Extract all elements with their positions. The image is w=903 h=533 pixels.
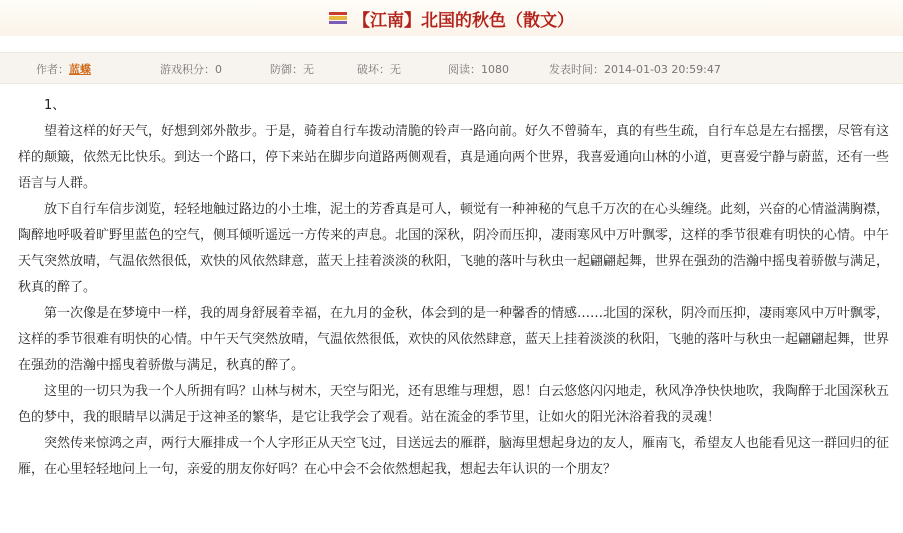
- title-bar: [0, 0, 903, 36]
- title-wrap: [329, 0, 574, 36]
- defense-stat: 防御：无: [270, 63, 314, 76]
- destroy-stat: 破坏：无: [357, 63, 401, 76]
- publish-time: 发表时间：2014-01-03 20:59:47: [549, 63, 721, 76]
- game-points: 游戏积分：0: [160, 63, 222, 76]
- article-title: 【江南】北国的秋色（散文）: [353, 10, 574, 31]
- author-info: [36, 61, 91, 77]
- flag-icon: [329, 12, 347, 24]
- paragraph: 1、: [44, 98, 66, 113]
- paragraph: 望着这样的好天气，好想到郊外散步。于是，骑着自行车拨动清脆的铃声一路向前。好久不曾骑车，真的有些生疏，自行车总是左右摇摆，尽管有这样的颠簸，依然无比快乐。到达一个路口，停下来站在脚步向道路两侧观看，真是通向两个世界，我喜爱通向山林的小道，更喜爱宁静与蔚蓝，还有一些语言与人群。: [18, 124, 890, 191]
- author-link[interactable]: 蓝蝶: [69, 63, 91, 76]
- paragraph: 第一次像是在梦境中一样，我的周身舒展着幸福，在九月的金秋，体会到的是一种馨香的情感……北国的深秋，阴冷而压抑，凄雨寒风中万叶飘零，这样的季节很难有明快的心情。中午天气突然放晴，气温依然很低，欢快的风依然肆意，蓝天上挂着淡淡的秋阳，飞驰的落叶与秋虫一起翩翩起舞，世界在强劲的浩瀚中摇曳着骄傲与满足，秋真的醉了。: [18, 306, 890, 373]
- paragraph: 这里的一切只为我一个人所拥有吗？山林与树木，天空与阳光，还有思维与理想，恩！白云悠悠闪闪地走，秋风净净快快地吹，我陶醉于北国深秋五色的梦中，我的眼睛早以满足于这神圣的繁华，是它让我学会了观看。站在流金的季节里，让如火的阳光沐浴着我的灵魂！: [18, 384, 890, 425]
- author-label: 作者：: [36, 63, 69, 76]
- paragraph: 突然传来惊鸿之声，两行大雁排成一个人字形正从天空飞过，目送远去的雁群，脑海里想起身边的友人，雁南飞，希望友人也能看见这一群回归的征雁，在心里轻轻地问上一句，亲爱的朋友你好吗？在心中会不会依然想起我，想起去年认识的一个朋友？: [18, 436, 890, 477]
- read-count: 阅读：1080: [448, 63, 509, 76]
- meta-bar: [0, 52, 903, 84]
- paragraph: 放下自行车信步浏览，轻轻地触过路边的小土堆，泥土的芳香真是可人，顿觉有一种神秘的气息千万次的在心头缠绕。此刻，兴奋的心情溢满胸襟，陶醉地呼吸着旷野里蓝色的空气，侧耳倾听遥远一方传来的声息。北国的深秋，阴冷而压抑，凄雨寒风中万叶飘零，这样的季节很难有明快的心情。中午天气突然放晴，气温依然很低，欢快的风依然肆意，蓝天上挂着淡淡的秋阳，飞驰的落叶与秋虫一起翩翩起舞，世界在强劲的浩瀚中摇曳着骄傲与满足，秋真的醉了。: [18, 202, 890, 295]
- article-body: [18, 93, 890, 483]
